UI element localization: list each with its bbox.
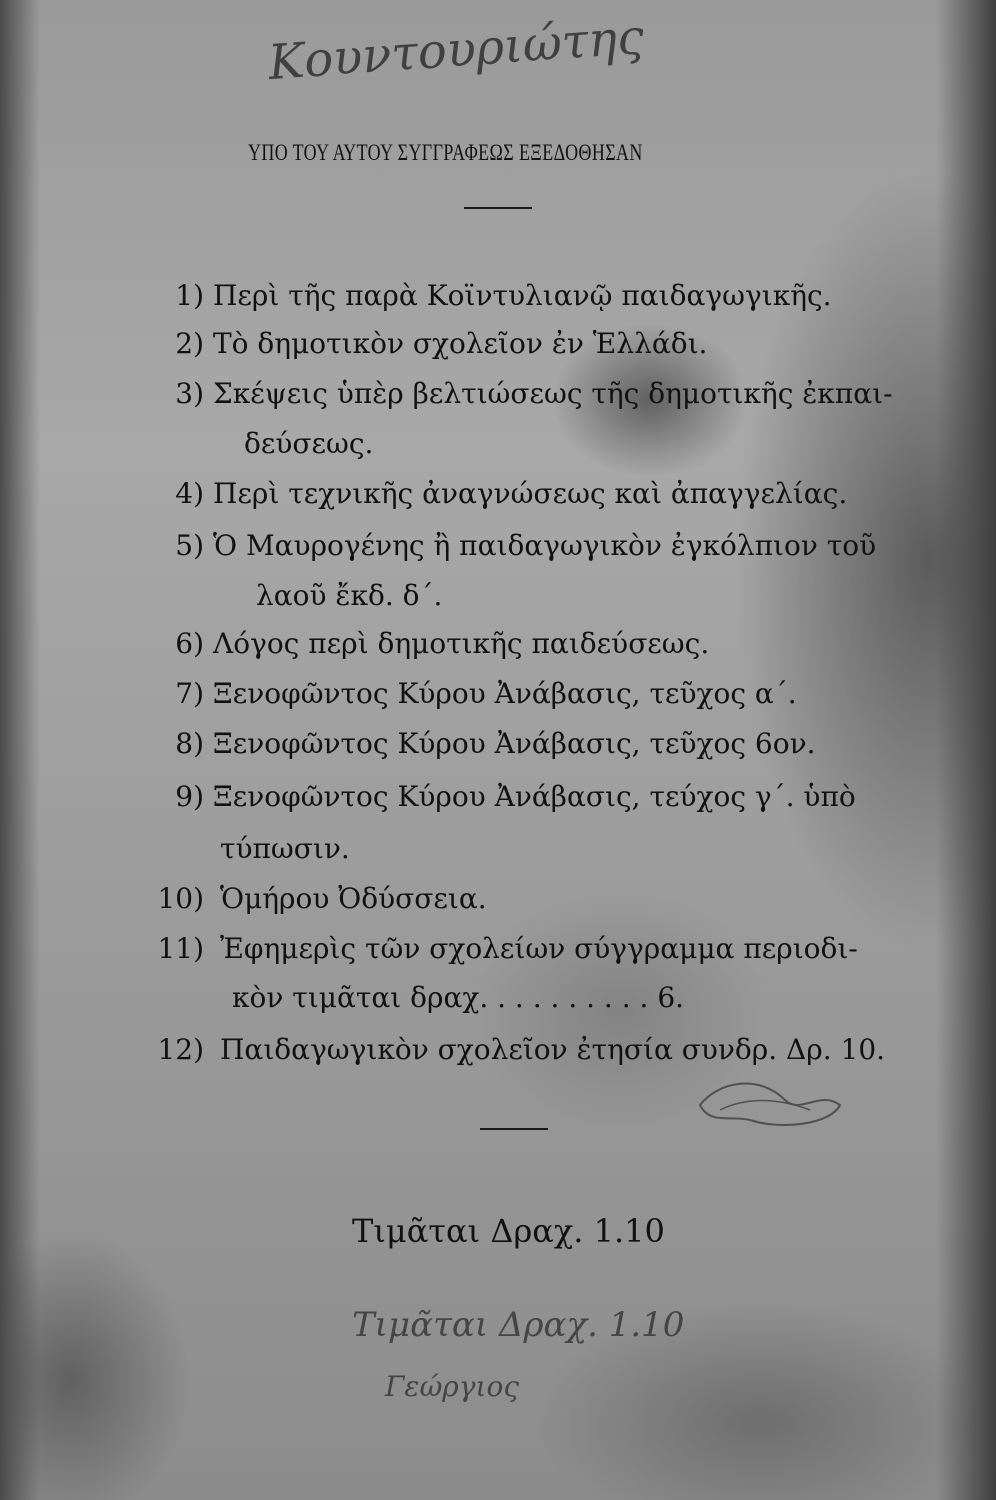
header-divider — [464, 207, 532, 209]
entry-number: 6) — [175, 627, 204, 660]
entry-text: Ἐφημερὶς τῶν σχολείων σύγγραμμα περιοδι- — [220, 932, 858, 965]
entry-text: Παιδαγωγικὸν σχολεῖον ἐτησία συνδρ. Δρ. 10. — [220, 1033, 886, 1066]
entry-number: 7) — [175, 677, 204, 710]
entry-text: Τὸ δημοτικὸν σχολεῖον ἐν Ἑλλάδι. — [213, 327, 708, 360]
entry-text: Σκέψεις ὑπὲρ βελτιώσεως τῆς δημοτικῆς ἐκπαι- — [213, 377, 893, 410]
printed-price: Τιμᾶται Δραχ. 1.10 — [352, 1212, 665, 1250]
entry-number: 11) — [157, 932, 204, 965]
page-header: ΥΠΟ ΤΟΥ ΑΥΤΟΥ ΣΥΓΓΡΑΦΕΩΣ ΕΞΕΔΟΘΗΣΑΝ — [248, 140, 643, 165]
entry-number: 1) — [175, 279, 204, 312]
pencil-scribble-mark — [690, 1070, 850, 1140]
entry-text-continuation: τύπωσιν. — [220, 832, 350, 865]
entry-text: Ξενοφῶντος Κύρου Ἀνάβασις, τεῦχος α΄. — [213, 677, 797, 710]
entry-number: 10) — [157, 882, 204, 915]
handwritten-name: Γεώργιος — [385, 1370, 519, 1403]
page-edge-shadow-left — [0, 0, 40, 1500]
handwritten-annotation-top: Κουντουριώτης — [266, 8, 646, 92]
entry-number: 12) — [157, 1033, 204, 1066]
entry-number: 2) — [175, 327, 204, 360]
entry-number: 9) — [175, 780, 204, 813]
entry-text: Περὶ τῆς παρὰ Κοϊντυλιανῷ παιδαγωγικῆς. — [213, 279, 832, 312]
entry-text: Ὁμήρου Ὀδύσσεια. — [220, 882, 487, 915]
entry-text: Ὁ Μαυρογένης ἢ παιδαγωγικὸν ἐγκόλπιον τοῦ — [213, 529, 877, 562]
handwritten-price: Τιμᾶται Δραχ. 1.10 — [352, 1305, 685, 1345]
entry-number: 5) — [175, 529, 204, 562]
entry-text: Λόγος περὶ δημοτικῆς παιδεύσεως. — [213, 627, 710, 660]
entry-number: 8) — [175, 727, 204, 760]
page-edge-shadow-right — [936, 0, 996, 1500]
entry-text: Ξενοφῶντος Κύρου Ἀνάβασις, τεύχος γ΄. ὑπὸ — [213, 780, 856, 813]
entry-text-continuation: λαοῦ ἔκδ. δ΄. — [256, 579, 443, 612]
entry-text-continuation: δεύσεως. — [244, 427, 374, 460]
entry-text-continuation: κὸν τιμᾶται δραχ. . . . . . . . . . 6. — [232, 981, 685, 1014]
entry-text: Περὶ τεχνικῆς ἀναγνώσεως καὶ ἀπαγγελίας. — [213, 477, 848, 510]
footer-divider — [480, 1128, 548, 1130]
entry-number: 4) — [175, 477, 204, 510]
entry-number: 3) — [175, 377, 204, 410]
entry-text: Ξενοφῶντος Κύρου Ἀνάβασις, τεῦχος 6ον. — [213, 727, 816, 760]
